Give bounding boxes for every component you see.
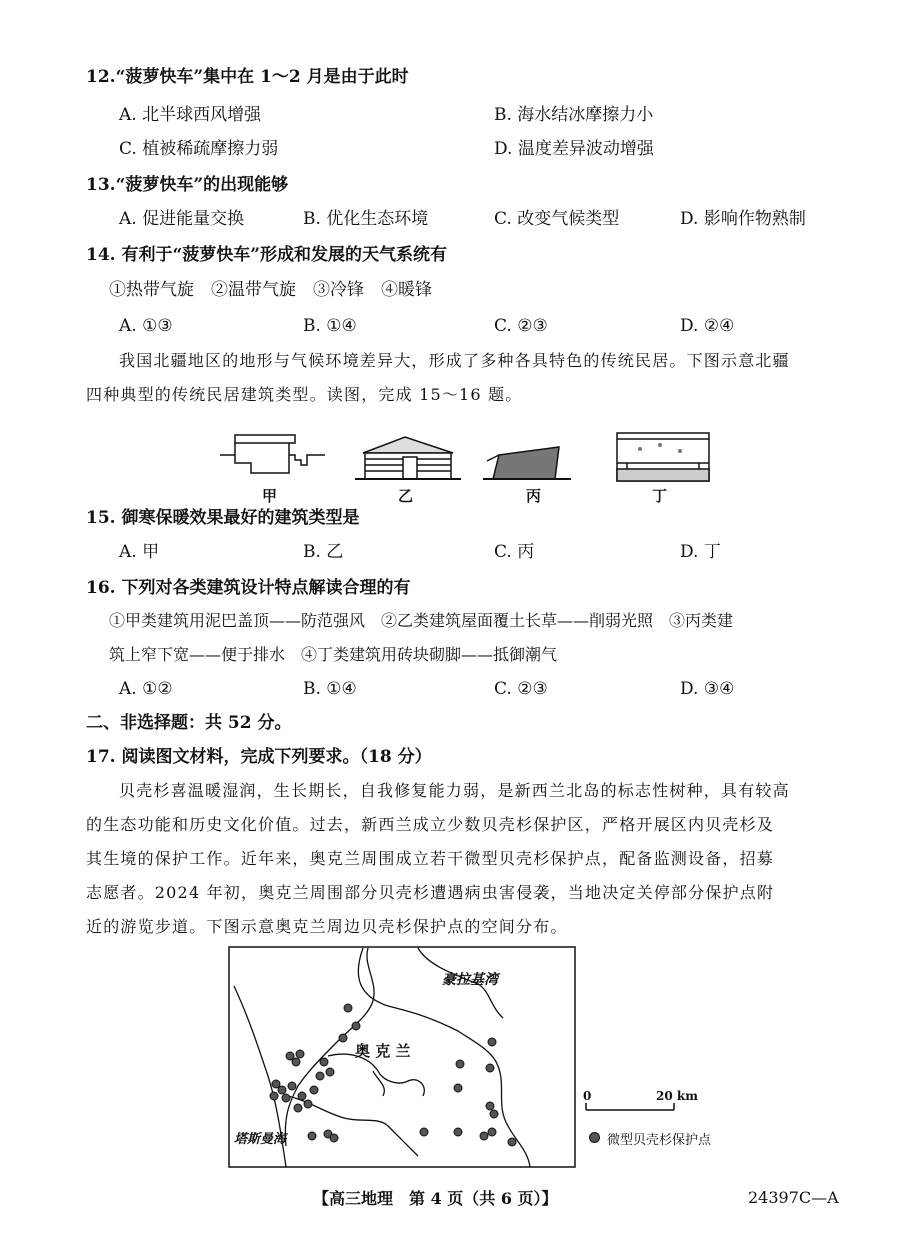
q16-option-c: C. ②③ (494, 679, 548, 699)
footer-page-info: 【高三地理 第 4 页（共 6 页）】 (313, 1189, 558, 1208)
intro-line-1: 我国北疆地区的地形与气候环境差异大，形成了多种各具特色的传统民居。下图示意北疆 (119, 351, 790, 370)
q16-stem: 16. 下列对各类建筑设计特点解读合理的有 (86, 578, 411, 598)
footer-exam-code: 24397C—A (748, 1188, 839, 1207)
q16-option-d: D. ③④ (680, 679, 735, 699)
q15-option-b: B. 乙 (303, 542, 344, 562)
building-label-jia: 甲 (262, 487, 278, 505)
q14-stem: 14. 有利于“菠萝快车”形成和发展的天气系统有 (86, 245, 448, 265)
map-label-tasman-sea: 塔斯曼海 (234, 1132, 287, 1147)
q13-option-c: C. 改变气候类型 (494, 209, 620, 229)
q12-option-c: C. 植被稀疏摩擦力弱 (119, 139, 279, 159)
q17-para-3: 其生境的保护工作。近年来，奥克兰周围成立若干微型贝壳杉保护点，配备监测设备，招募 (86, 849, 775, 868)
q13-option-d: D. 影响作物熟制 (680, 209, 806, 229)
q16-line-1: ①甲类建筑用泥巴盖顶——防范强风 ②乙类建筑屋面覆土长草——削弱光照 ③丙类建 (109, 611, 734, 630)
section-2-heading: 二、非选择题：共 52 分。 (86, 713, 292, 733)
q12-option-d: D. 温度差异波动增强 (494, 139, 654, 159)
legend-label: 微型贝壳杉保护点 (607, 1133, 712, 1148)
q14-option-b: B. ①④ (303, 316, 357, 336)
q14-items: ①热带气旋 ②温带气旋 ③冷锋 ④暖锋 (109, 280, 432, 300)
q13-option-b: B. 优化生态环境 (303, 209, 429, 229)
map-label-hauraki-gulf: 豪拉基湾 (442, 972, 498, 988)
q15-option-a: A. 甲 (119, 542, 160, 562)
q17-para-4: 志愿者。2024 年初，奥克兰周围部分贝壳杉遭遇病虫害侵袭，当地决定关停部分保护点附 (86, 883, 775, 902)
building-ding (617, 433, 709, 481)
q14-option-c: C. ②③ (494, 316, 548, 336)
legend-dot-icon (589, 1132, 600, 1143)
building-label-ding: 丁 (652, 487, 668, 505)
q12-option-b: B. 海水结冰摩擦力小 (494, 105, 654, 125)
q12-option-a: A. 北半球西风增强 (119, 105, 262, 125)
q16-option-a: A. ①② (119, 679, 173, 699)
q16-line-2: 筑上窄下宽——便于排水 ④丁类建筑用砖块砌脚——抵御潮气 (109, 645, 558, 664)
q15-stem: 15. 御寒保暖效果最好的建筑类型是 (86, 508, 360, 528)
q17-para-2: 的生态功能和历史文化价值。过去，新西兰成立少数贝壳杉保护区，严格开展区内贝壳杉及 (86, 815, 775, 834)
building-label-yi: 乙 (398, 487, 414, 505)
q16-option-b: B. ①④ (303, 679, 357, 699)
building-types-figure (215, 425, 715, 505)
q17-para-5: 近的游览步道。下图示意奥克兰周边贝壳杉保护点的空间分布。 (86, 917, 568, 936)
intro-line-2: 四种典型的传统民居建筑类型。读图，完成 15～16 题。 (86, 385, 523, 404)
building-jia (220, 435, 325, 473)
building-label-bing: 丙 (526, 487, 542, 505)
q15-option-d: D. 丁 (680, 542, 721, 562)
q13-stem: 13.“菠萝快车”的出现能够 (86, 175, 289, 195)
q14-option-a: A. ①③ (119, 316, 173, 336)
scale-end: 20 km (656, 1089, 698, 1103)
q17-para-1: 贝壳杉喜温暖湿润，生长期长，自我修复能力弱，是新西兰北岛的标志性树种，具有较高 (119, 781, 790, 800)
q12-stem: 12.“菠萝快车”集中在 1～2 月是由于此时 (86, 67, 409, 87)
scale-zero: 0 (583, 1089, 592, 1103)
q15-option-c: C. 丙 (494, 542, 535, 562)
building-bing (483, 447, 571, 479)
building-yi (355, 437, 461, 479)
q13-option-a: A. 促进能量交换 (119, 209, 245, 229)
map-label-auckland: 奥 克 兰 (355, 1042, 411, 1060)
q14-option-d: D. ②④ (680, 316, 735, 336)
q17-stem: 17. 阅读图文材料，完成下列要求。（18 分） (86, 747, 432, 767)
